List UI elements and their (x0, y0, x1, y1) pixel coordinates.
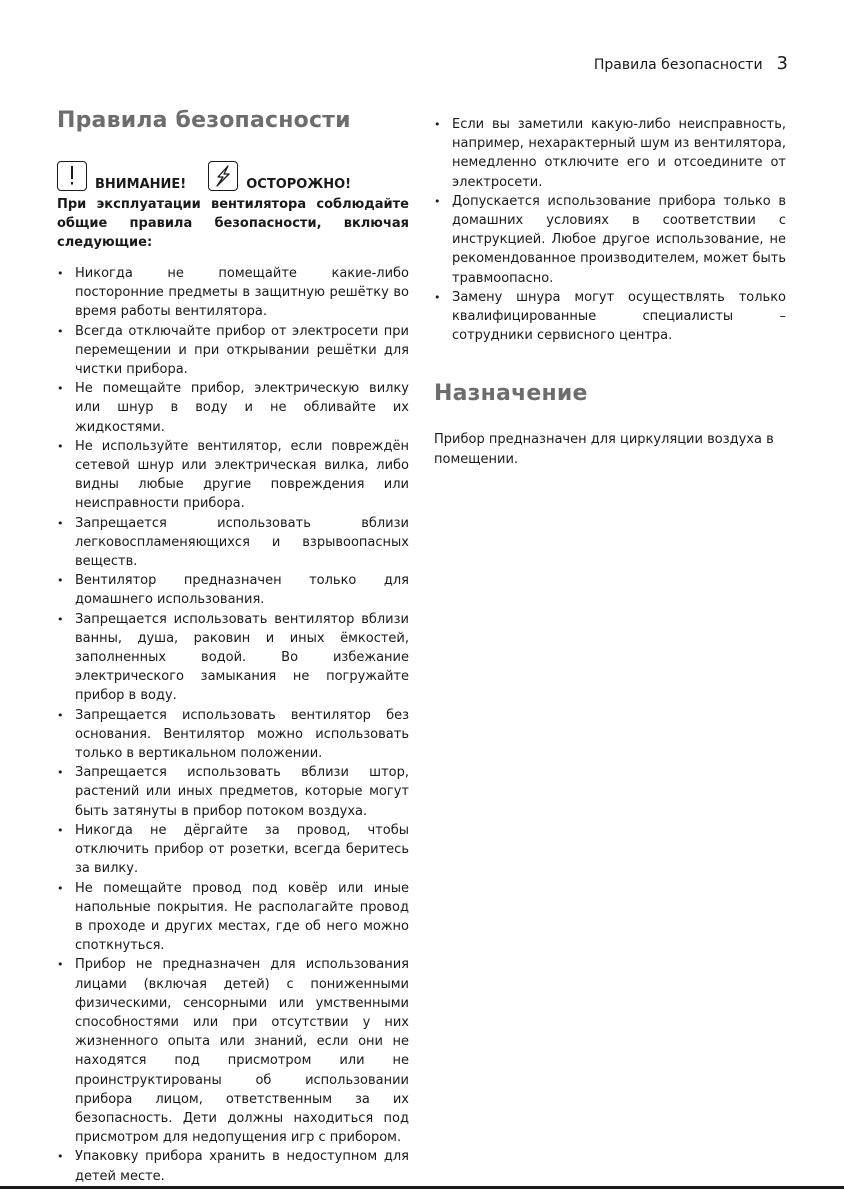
caution-label: ОСТОРОЖНО! (246, 177, 352, 192)
list-item: • Никогда не помещайте какие-либо посторонние предметы в защитную решётку во время работы вентилятора. (57, 264, 409, 322)
list-item: • Допускается использование прибора только в домашних условиях в соответствии с инструкцией. Любое другое использование, не рекомендованное производителем, может быть травмоопасно. (434, 192, 786, 288)
list-item: • Упаковку прибора хранить в недоступном для детей месте. (57, 1147, 409, 1185)
right-column (434, 115, 786, 469)
safety-rules-list-continued (434, 115, 786, 345)
left-column (57, 108, 409, 1186)
list-item: • Не помещайте прибор, электрическую вилку или шнур в воду и не обливайте их жидкостями. (57, 379, 409, 437)
list-item: • Замену шнура могут осуществлять только квалифицированные специалисты – сотрудники сервисного центра. (434, 288, 786, 346)
safety-section-title: Правила безопасности (57, 108, 351, 133)
safety-rules-list (57, 264, 409, 1186)
purpose-text: Прибор предназначен для циркуляции воздуха в помещении. (434, 432, 774, 467)
list-item: • Прибор не предназначен для использования лицами (включая детей) с пониженными физическими, сенсорными или умственными способностями или при отсутствии у них жизненного опыта или знаний, если они не находятся под присмотром или не проинструктированы об использовании прибора лицом, ответственным за их безопасность. Дети должны находиться под присмотром для недопущения игр с прибором. (57, 955, 409, 1147)
list-item: • Никогда не дёргайте за провод, чтобы отключить прибор от розетки, всегда беритесь за вилку. (57, 821, 409, 879)
attention-label: ВНИМАНИЕ! (95, 177, 187, 192)
list-item: • Запрещается использовать вентилятор вблизи ванны, душа, раковин и иных ёмкостей, заполненных водой. Во избежание электрического замыкания не погружайте прибор в воду. (57, 610, 409, 706)
safety-intro: При эксплуатации вентилятора соблюдайте общие правила безопасности, включая следующие: (57, 197, 409, 250)
list-item: • Запрещается использовать вблизи штор, растений или иных предметов, которые могут быть затянуты в прибор потоком воздуха. (57, 763, 409, 821)
exclamation-icon (57, 161, 87, 191)
warning-labels (57, 161, 409, 191)
page-number: 3 (776, 53, 788, 74)
list-item: • Если вы заметили какую-либо неисправность, например, нехарактерный шум из вентилятора, немедленно отключите его и отсоедините от электросети. (434, 115, 786, 192)
running-header-title: Правила безопасности (593, 57, 763, 73)
footer-divider (0, 1186, 844, 1189)
list-item: • Запрещается использовать вентилятор без основания. Вентилятор можно использовать только в вертикальном положении. (57, 706, 409, 764)
list-item: • Запрещается использовать вблизи легковоспламеняющихся и взрывоопасных веществ. (57, 514, 409, 572)
purpose-section-title: Назначение (434, 381, 588, 407)
running-header (594, 53, 788, 74)
lightning-icon (208, 161, 238, 191)
list-item: • Не используйте вентилятор, если повреждён сетевой шнур или электрическая вилка, либо видны любые другие повреждения или неисправности прибора. (57, 437, 409, 514)
list-item: • Вентилятор предназначен только для домашнего использования. (57, 571, 409, 609)
list-item: • Всегда отключайте прибор от электросети при перемещении и при открывании решётки для чистки прибора. (57, 322, 409, 380)
list-item: • Не помещайте провод под ковёр или иные напольные покрытия. Не располагайте провод в проходе и других местах, где об него можно споткнуться. (57, 879, 409, 956)
